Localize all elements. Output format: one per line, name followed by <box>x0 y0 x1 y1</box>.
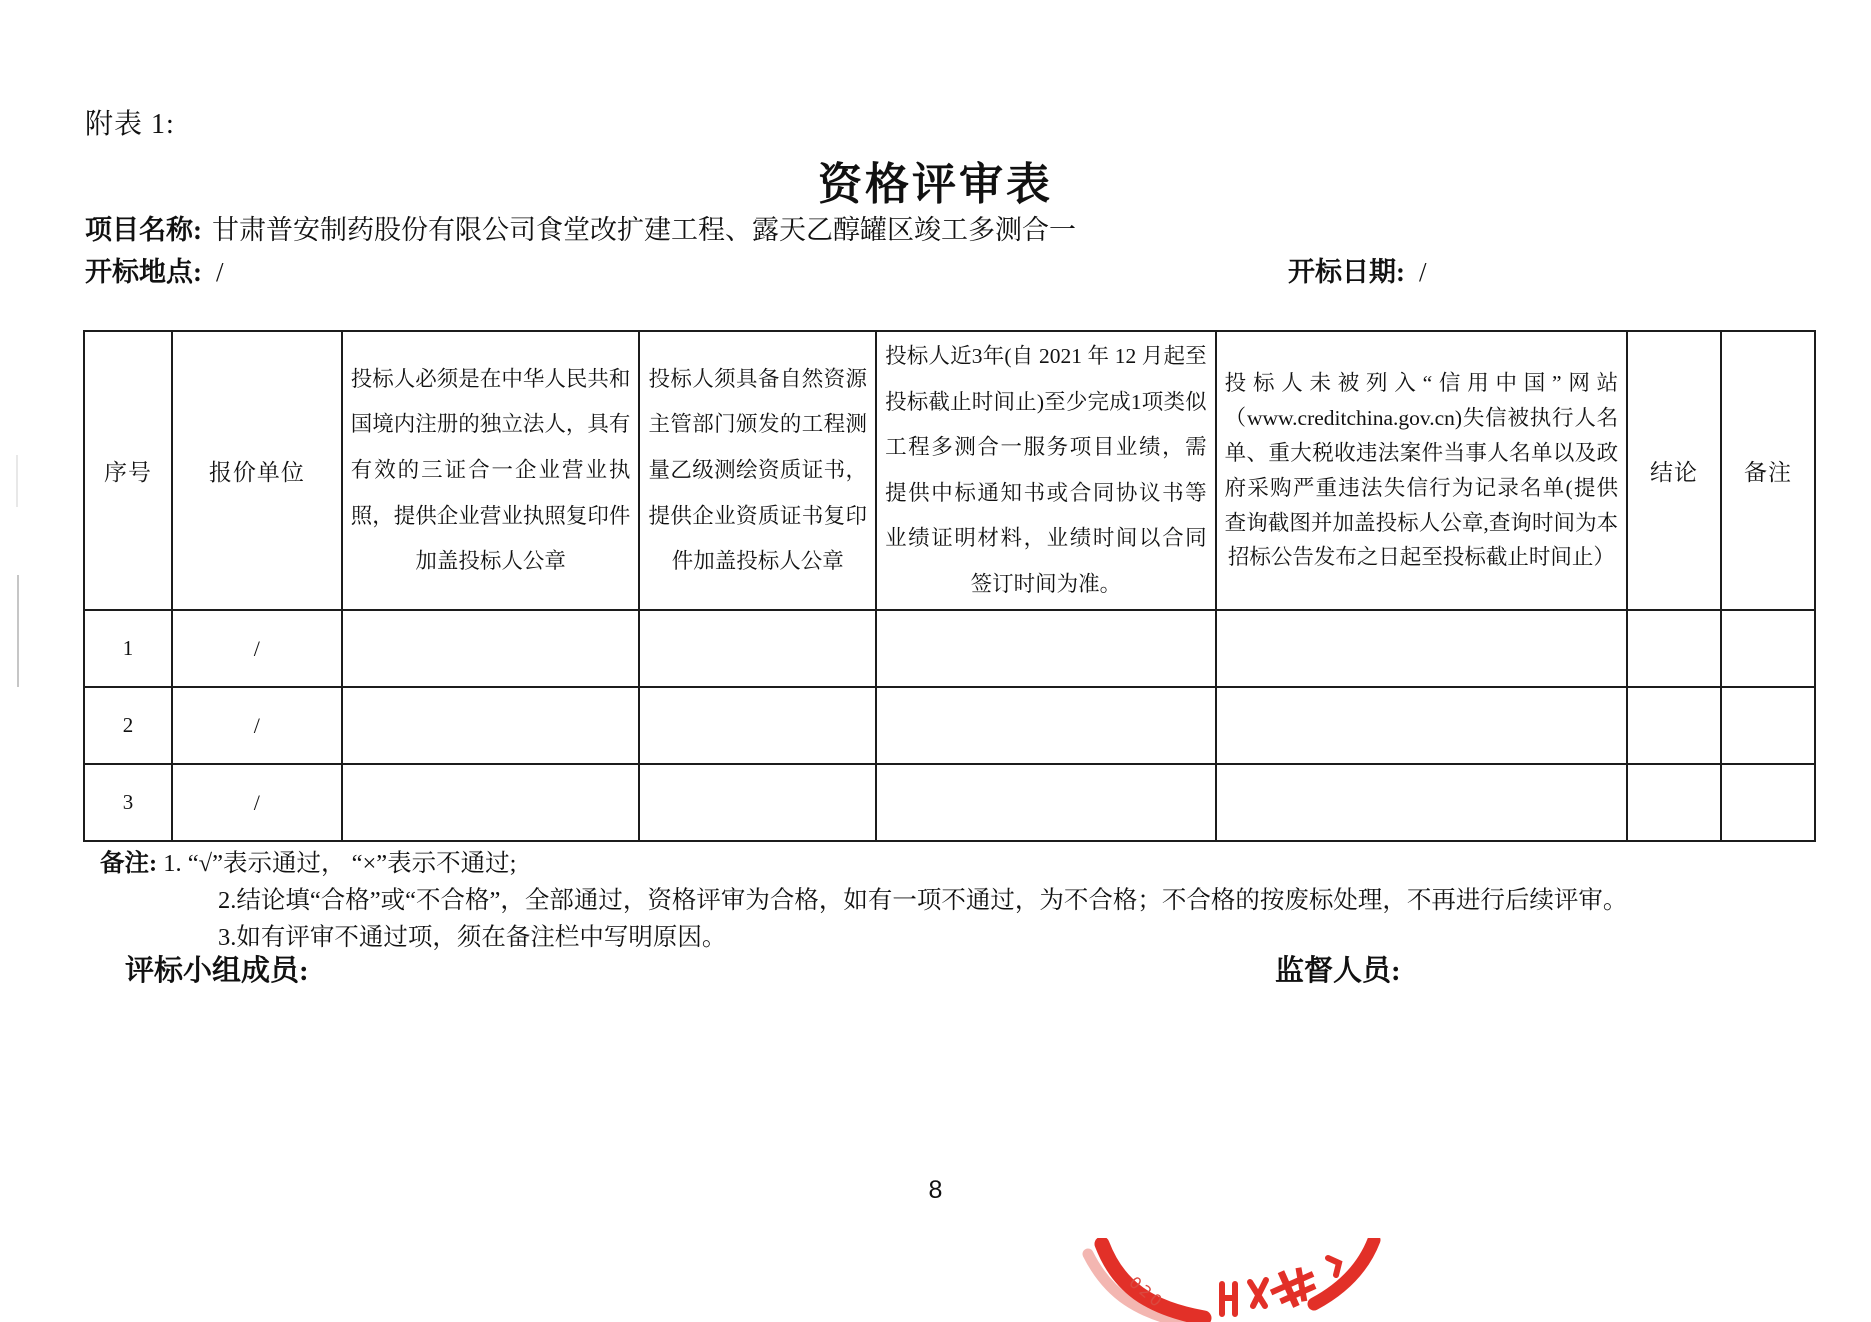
signature-line <box>0 948 1871 990</box>
cell-conclusion <box>1627 687 1721 764</box>
cell-criterion-1 <box>342 687 640 764</box>
bid-date <box>1288 250 1427 289</box>
header-criterion-performance: 投标人近3年(自 2021 年 12 月起至投标截止时间止)至少完成1项类似工程多测合一服务项目业绩，需提供中标通知书或合同协议书等业绩证明材料，业绩时间以合同签订时间为准。 <box>876 331 1216 610</box>
header-criterion-qualification-cert: 投标人须具备自然资源主管部门颁发的工程测量乙级测绘资质证书，提供企业资质证书复印件加盖投标人公章 <box>639 331 876 610</box>
page-title: 资格评审表 <box>818 160 1053 209</box>
cell-seq: 2 <box>84 687 172 764</box>
cell-criterion-2 <box>639 687 876 764</box>
cell-conclusion <box>1627 610 1721 687</box>
table-row <box>84 687 1815 764</box>
project-name-line <box>85 208 1785 247</box>
stamp-digits: 020 <box>1125 1272 1168 1313</box>
cell-criterion-4 <box>1216 687 1627 764</box>
cell-seq: 3 <box>84 764 172 841</box>
project-name-value: 甘肃普安制药股份有限公司食堂改扩建工程、露天乙醇罐区竣工多测合一 <box>212 215 1076 245</box>
cell-criterion-3 <box>876 764 1216 841</box>
cell-conclusion <box>1627 764 1721 841</box>
bid-location-label: 开标地点: <box>85 257 202 287</box>
attachment-label: 附表 1: <box>85 109 175 140</box>
project-name-label: 项目名称: <box>85 215 202 245</box>
supervisor-label: 监督人员: <box>1275 955 1401 987</box>
cell-criterion-3 <box>876 610 1216 687</box>
bid-location <box>85 257 224 287</box>
cell-criterion-1 <box>342 610 640 687</box>
footnote-item-3: 3.如有评审不通过项，须在备注栏中写明原因。 <box>218 924 727 951</box>
cell-unit: / <box>172 687 342 764</box>
red-stamp-fragment <box>1072 1238 1402 1322</box>
evaluation-team-label: 评标小组成员: <box>125 955 309 987</box>
header-criterion-credit-china: 投标人未被列入“信用中国”网站（www.creditchina.gov.cn)失信被执行人名单、重大税收违法案件当事人名单以及政府采购严重违法失信行为记录名单(提供查询截图并加盖投标人公章,查询时间为本招标公告发布之日起至投标截止时间止） <box>1216 331 1627 610</box>
cell-remark <box>1721 687 1815 764</box>
header-criterion-legal-entity: 投标人必须是在中华人民共和国境内注册的独立法人，具有有效的三证合一企业营业执照，提供企业营业执照复印件加盖投标人公章 <box>342 331 640 610</box>
scan-artifact-line <box>17 575 19 687</box>
cell-seq: 1 <box>84 610 172 687</box>
cell-criterion-1 <box>342 764 640 841</box>
header-bidder-unit: 报价单位 <box>172 331 342 610</box>
cell-remark <box>1721 764 1815 841</box>
cell-criterion-3 <box>876 687 1216 764</box>
cell-unit: / <box>172 610 342 687</box>
footnotes <box>100 845 1820 956</box>
table-row <box>84 610 1815 687</box>
footnote-item-2: 2.结论填“合格”或“不合格”，全部通过，资格评审为合格，如有一项不通过，为不合格；不合格的按废标处理，不再进行后续评审。 <box>218 887 1628 914</box>
header-conclusion: 结论 <box>1627 331 1721 610</box>
bid-meta-line <box>85 250 1815 290</box>
cell-criterion-4 <box>1216 610 1627 687</box>
cell-criterion-2 <box>639 610 876 687</box>
table-row <box>84 764 1815 841</box>
cell-criterion-4 <box>1216 764 1627 841</box>
header-remark: 备注 <box>1721 331 1815 610</box>
footnote-item-1: 1. “√”表示通过， “×”表示不通过; <box>163 850 517 877</box>
cell-unit: / <box>172 764 342 841</box>
table-header-row <box>84 331 1815 610</box>
footnote-line <box>100 845 1820 882</box>
bid-location-value: / <box>216 257 224 287</box>
bid-date-label: 开标日期: <box>1288 257 1405 287</box>
red-stamp-icon <box>1072 1238 1402 1322</box>
qualification-review-table <box>83 330 1816 842</box>
header-seq: 序号 <box>84 331 172 610</box>
footnotes-label: 备注: <box>100 850 158 877</box>
scan-artifact-line <box>16 455 18 507</box>
cell-criterion-2 <box>639 764 876 841</box>
bid-date-value: / <box>1419 257 1427 287</box>
cell-remark <box>1721 610 1815 687</box>
page-number: 8 <box>928 1176 943 1204</box>
